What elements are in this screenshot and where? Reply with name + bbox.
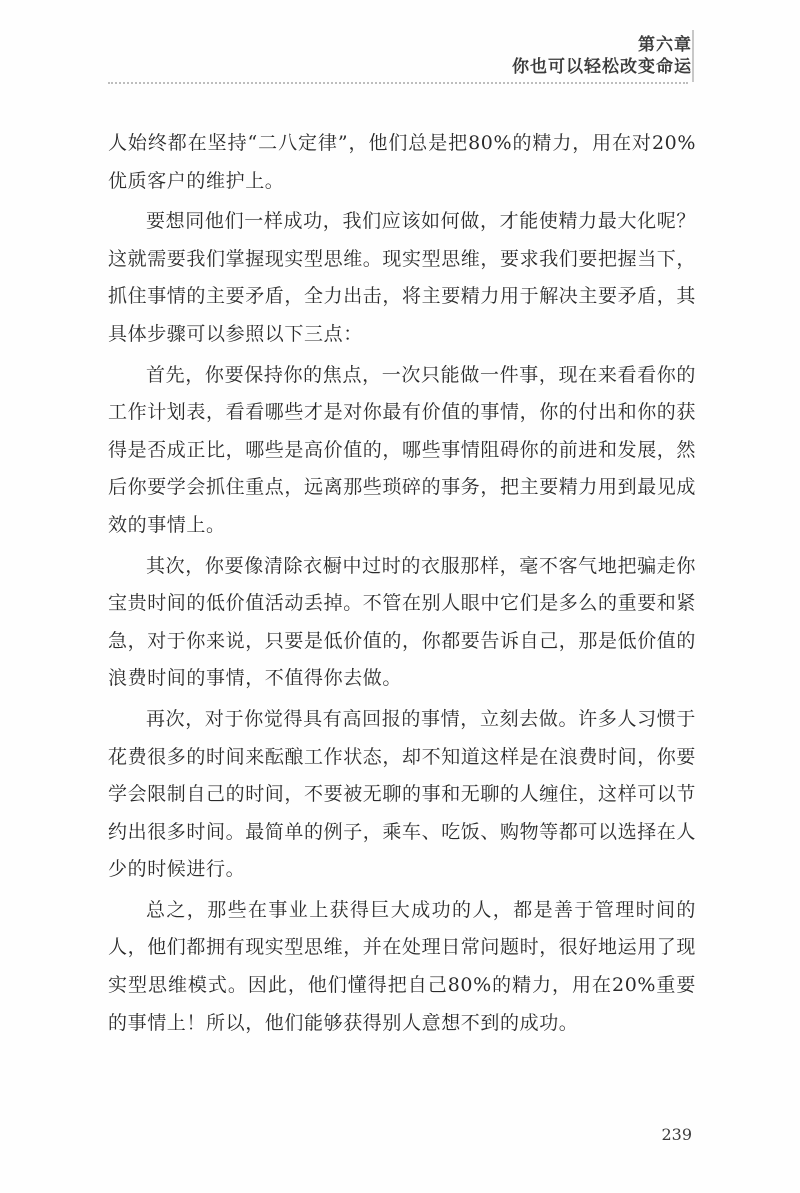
header-dotted-rule xyxy=(108,82,688,84)
paragraph: 首先，你要保持你的焦点，一次只能做一件事，现在来看看你的工作计划表，看看哪些才是对你最有价值的事情，你的付出和你的获得是否成正比，哪些是高价值的，哪些事情阻碍你的前进和发展，然后你要学会抓住重点，远离那些琐碎的事务，把主要精力用到最见成效的事情上。 xyxy=(108,363,697,536)
paragraph-continuation: 人始终都在坚持“二八定律”，他们总是把80%的精力，用在对20%优质客户的维护上。 xyxy=(108,132,696,192)
running-header xyxy=(512,34,692,78)
chapter-title: 你也可以轻松改变命运 xyxy=(512,57,692,77)
paragraph: 要想同他们一样成功，我们应该如何做，才能使精力最大化呢？这就需要我们掌握现实型思维。现实型思维，要求我们要把握当下，抓住事情的主要矛盾，全力出击，将主要精力用于解决主要矛盾，其具体步骤可以参照以下三点： xyxy=(108,210,697,345)
paragraph: 其次，你要像清除衣橱中过时的衣服那样，毫不客气地把骗走你宝贵时间的低价值活动丢掉。不管在别人眼中它们是多么的重要和紧急，对于你来说，只要是低价值的，你都要告诉自己，那是低价值的浪费时间的事情，不值得你去做。 xyxy=(108,554,697,690)
page-number: 239 xyxy=(661,1125,692,1144)
chapter-number: 第六章 xyxy=(638,35,692,55)
paragraph: 总之，那些在事业上获得巨大成功的人，都是善于管理时间的人，他们都拥有现实型思维，并在处理日常问题时，很好地运用了现实型思维模式。因此，他们懂得把自己80%的精力，用在20%重要的事情上！所以，他们能够获得别人意想不到的成功。 xyxy=(108,898,697,1034)
paragraph: 再次，对于你觉得具有高回报的事情，立刻去做。许多人习惯于花费很多的时间来酝酿工作状态，却不知道这样是在浪费时间，你要学会限制自己的时间，不要被无聊的事和无聊的人缠住，这样可以节约出很多时间。最简单的例子，乘车、吃饭、购物等都可以选择在人少的时候进行。 xyxy=(108,707,697,881)
header-vertical-rule xyxy=(692,30,694,82)
body-text xyxy=(108,125,696,1045)
